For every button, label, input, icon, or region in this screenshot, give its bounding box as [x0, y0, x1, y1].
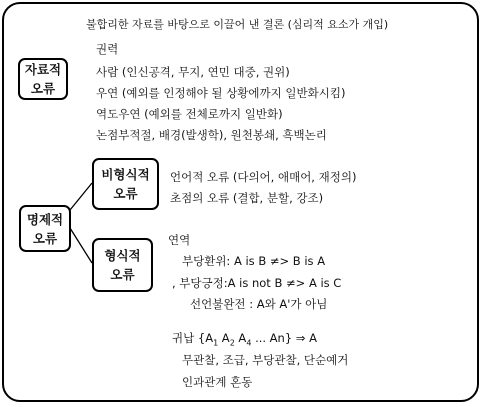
induction-item: 인과관계 혼동 [182, 375, 253, 389]
propositional-box-line1: 명제적 [26, 211, 64, 227]
informal-item: 언어적 오류 (다의어, 애매어, 재정의) [170, 170, 357, 184]
data-fallacy-box [18, 58, 68, 100]
informal-box-line1: 비형식적 [101, 167, 150, 182]
deduction-label: 연역 [168, 233, 191, 247]
formal-fallacy-box [92, 238, 153, 292]
data-fallacy-item: 논점부적절, 배경(발생학), 원천봉쇄, 흑백논리 [96, 128, 327, 142]
informal-box-line2: 오류 [113, 186, 138, 201]
induction-sub: 2 [229, 338, 235, 348]
header-text: 불합리한 자료를 바탕으로 이끌어 낸 결론 (심리적 요소가 개입) [86, 18, 389, 31]
formal-box-line2: 오류 [110, 267, 135, 282]
informal-item: 초점의 오류 (결합, 분할, 강조) [170, 191, 324, 205]
induction-line: 귀납 {$A_1$ $A_2$ $A_4$ ... An} ⇒ A [172, 331, 317, 348]
propositional-fallacy-box [19, 205, 71, 252]
induction-sub: 4 [246, 338, 252, 348]
formal-box-line1: 형식적 [104, 248, 141, 263]
data-fallacy-item: 역도우연 (예외를 전체로까지 일반화) [96, 107, 283, 121]
induction-prefix: 귀납 {A [172, 331, 214, 345]
deduction-item: , 부당긍정:A is not B ≠> A is C [172, 276, 342, 290]
induction-item: 무관찰, 조급, 부당관찰, 단순예거 [182, 353, 349, 367]
data-fallacy-item: 우연 (예외를 인정해야 될 상황에까지 일반화시킴) [96, 86, 346, 100]
induction-sub: 1 [213, 338, 219, 348]
deduction-item: 선언불완전 : A와 A'가 아님 [190, 297, 328, 311]
data-fallacy-item: 사람 (인신공격, 무지, 연민 대중, 권위) [96, 65, 290, 79]
data-fallacy-item: 권력 [96, 42, 119, 56]
propositional-box-line2: 오류 [32, 230, 58, 246]
deduction-item: 부당환위: A is B ≠> B is A [182, 254, 326, 268]
data-fallacy-box-line2: 오류 [30, 81, 56, 96]
informal-fallacy-box [92, 158, 159, 210]
data-fallacy-box-line1: 자료적 [24, 62, 62, 77]
induction-suffix: ... An} ⇒ A [255, 331, 317, 345]
